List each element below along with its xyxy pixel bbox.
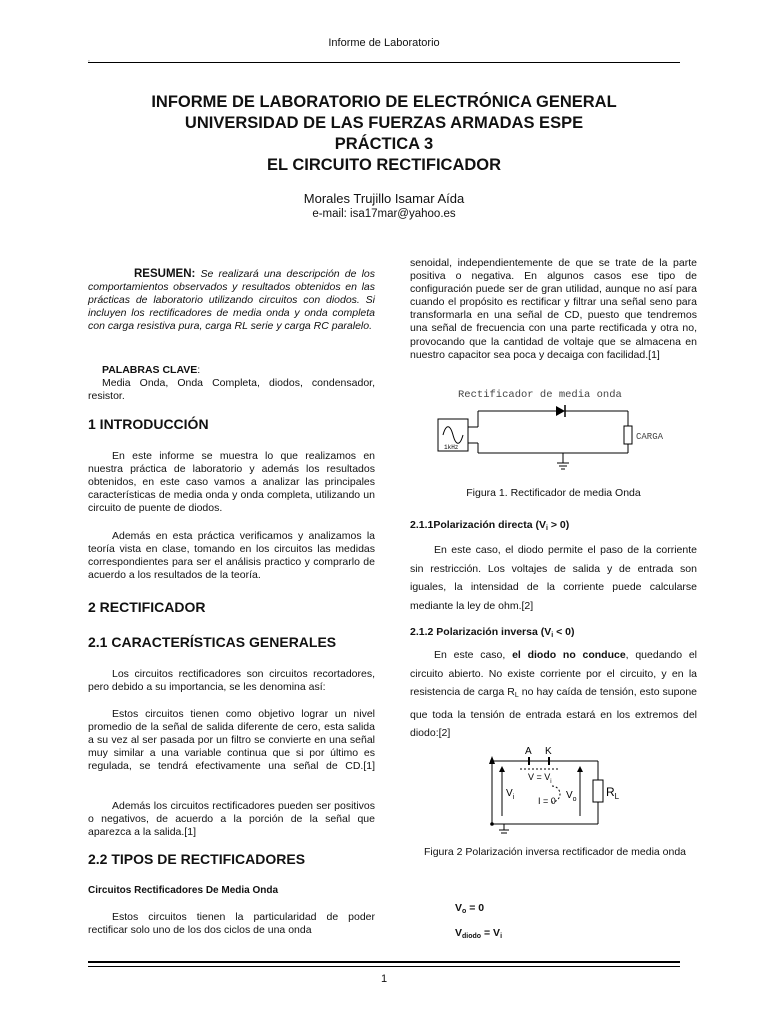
node-dot — [490, 759, 494, 763]
fig2-vo — [566, 790, 577, 803]
abstract — [88, 268, 375, 333]
eq2-sub2: i — [500, 933, 503, 940]
author-email: e-mail: isa17mar@yahoo.es — [312, 208, 456, 220]
h212-sub: i — [551, 632, 554, 639]
intro-paragraph-2 — [88, 530, 375, 582]
figure-1-diagram — [430, 384, 670, 476]
intro-p1-text: En este informe se muestra lo que realizamos en nuestra práctica de laboratorio y además los resultados obtenidos, en este caso vamos a analizar las principales características de media onda y onda completa, utilizando un circuito de puente de diodos. — [88, 450, 375, 515]
h212-end: < 0) — [553, 626, 575, 638]
fig2-vi-sub: i — [512, 794, 515, 801]
fig2-vdiode-text: V = V — [528, 772, 551, 782]
eq1-text: V — [455, 902, 463, 914]
fig2-rl-text: R — [606, 785, 615, 799]
fig2-vi-text: V — [506, 788, 513, 799]
author-name: Morales Trujillo Isamar Aída — [303, 191, 465, 206]
right-paragraph-1 — [410, 257, 697, 362]
eq2-sub: diodo — [462, 933, 482, 940]
p211-text: En este caso, el diodo permite el paso de la corriente sin restricción. Los voltajes de salida y de entrada son iguales, la intensidad de la corriente puede calcularse mediante la ley de ohm.[2] — [410, 544, 697, 612]
h212-text: 2.1.2 Polarización inversa (V — [410, 626, 552, 638]
node-dot — [490, 822, 494, 826]
h211-text: 2.1.1Polarización directa (V — [410, 519, 546, 531]
sine-wave-icon — [443, 427, 463, 444]
equation-1 — [455, 902, 742, 918]
p212-text-b: , quedando el circuito abierto. No existe corriente por el circuito, y en la resistencia de carga R — [410, 649, 697, 699]
header-rule — [88, 62, 680, 63]
subsection-heading-tipos: 2.2 TIPOS DE RECTIFICADORES — [88, 851, 306, 867]
p212-bold: el diodo no conduce — [505, 649, 626, 661]
h211-sub: i — [545, 525, 548, 532]
fig2-vdiode — [528, 772, 552, 785]
paragraph-211 — [410, 541, 697, 615]
rect-p4-text: Estos circuitos tienen la particularidad de poder rectificar solo uno de los dos ciclos de una onda — [88, 911, 375, 937]
rect-paragraph-2 — [88, 708, 375, 773]
fig2-label-k: K — [545, 746, 552, 757]
section-heading-rectificador: 2 RECTIFICADOR — [88, 599, 206, 615]
subsubsection-heading-media-onda: Circuitos Rectificadores De Media Onda — [88, 885, 279, 896]
intro-paragraph-1 — [88, 450, 375, 515]
load-resistor — [593, 780, 603, 802]
intro-p2-text: Además en esta práctica verificamos y analizamos la teoría vista en clase, tomando en los circuitos las medidas correspondientes para ser el análisis practico y comprarlo de acuerdo a los resultados de la teoría. — [88, 530, 375, 582]
fig2-vo-sub: o — [572, 796, 577, 803]
subsection-heading-211 — [410, 519, 697, 535]
abstract-label: RESUMEN: — [134, 268, 196, 280]
header-mark: ¸ — [88, 56, 90, 62]
keywords-text: Media Onda, Onda Completa, diodos, condensador, resistor. — [88, 377, 375, 403]
eq2-end: = V — [481, 927, 501, 939]
p212-text-c: no hay caída de tensión, esto supone que toda la tensión de entrada estará en los extremos del diodo:[2] — [410, 686, 698, 740]
footer-rule-thin — [88, 966, 680, 967]
fig1-source-label: 1kHz — [444, 444, 459, 451]
arrow-icon — [499, 766, 505, 772]
keywords-colon: : — [197, 364, 201, 376]
figure-1-circuit — [430, 384, 670, 476]
figure-2-diagram — [480, 744, 630, 836]
running-header: Informe de Laboratorio — [328, 37, 440, 49]
figure-2-caption: Figura 2 Polarización inversa rectificador de media onda — [423, 846, 687, 858]
fig2-rl-sub: L — [614, 792, 620, 801]
footer-rule-thick — [88, 961, 680, 963]
rect-p1-text: Los circuitos rectificadores son circuitos recortadores, pero debido a su importancia, se les denomina así: — [88, 668, 375, 694]
subsection-heading-caracteristicas: 2.1 CARACTERÍSTICAS GENERALES — [88, 634, 337, 650]
rect-p3-text: Además los circuitos rectificadores pueden ser positivos o negativos, de acuerdo a la porción de la señal que aparezca a la salida.[1] — [88, 800, 375, 839]
subsection-heading-212 — [410, 626, 697, 642]
fig2-vi — [506, 788, 515, 801]
equation-2 — [455, 927, 742, 943]
p212-sub: L — [514, 692, 519, 700]
page-number: 1 — [380, 973, 388, 985]
eq1-end: = 0 — [466, 902, 485, 914]
fig2-rl — [606, 785, 620, 801]
figure-1-caption: Figura 1. Rectificador de media Onda — [466, 487, 641, 499]
rect-paragraph-4 — [88, 911, 375, 937]
h211-end: > 0) — [547, 519, 570, 531]
keywords-label: PALABRAS CLAVE — [102, 364, 198, 376]
diode-icon — [556, 406, 565, 416]
diode-terminal-a — [528, 757, 530, 765]
document-title — [88, 92, 680, 176]
keywords — [88, 364, 375, 403]
title-line-4: EL CIRCUITO RECTIFICADOR — [266, 156, 502, 174]
fig2-current: I = 0 — [538, 796, 556, 806]
title-line-3: PRÁCTICA 3 — [334, 135, 434, 153]
fig1-title: Rectificador de media onda — [458, 389, 622, 401]
fig2-vdiode-sub: i — [550, 779, 552, 785]
abstract-text: Se realizará una descripción de los comportamientos observados y resultados obtenidos en las prácticas de laboratorio utilizando circuitos con diodos. Si incluyen los rectificadores de media onda y onda completa con carga resistiva pura, carga RL serie y carga RC paralelo. — [88, 268, 375, 333]
fig2-label-a: A — [525, 746, 532, 757]
rect-paragraph-3 — [88, 800, 375, 839]
p212-text-a: En este caso, — [434, 649, 506, 661]
fig1-load-label: CARGA — [636, 432, 664, 442]
figure-2-circuit — [480, 744, 630, 836]
rect-p2-text: Estos circuitos tienen como objetivo lograr un nivel promedio de la señal de salida diferente de cero, esta salida a su vez al ser pasada por un filtro se convierte en una señal muy similar a una variable continua que si por último es regulada, se tendrá efectivamente una señal de CD.[1] — [88, 708, 375, 773]
title-line-1: INFORME DE LABORATORIO DE ELECTRÓNICA GENERAL — [151, 93, 617, 111]
eq2-text: V — [455, 927, 463, 939]
section-heading-introduccion: 1 INTRODUCCIÓN — [88, 416, 209, 432]
paragraph-212 — [410, 646, 697, 743]
eq1-sub: o — [462, 908, 467, 915]
arrow-icon — [577, 766, 583, 772]
load-resistor — [624, 426, 632, 444]
right-p1-text: senoidal, independientemente de que se trate de la parte positiva o negativa. En algunos casos ese tipo de configuración puede ser de gran utilidad, aunque no así para cuando el propósito es rectificar y filtrar una señal seno para transformarla en una señal de CD, puesto que tendremos una señal de frecuencia con una parte rectificada y otra no, provocando que la cantidad de voltaje que se almacena en nuestro capacitor sea poca y decaiga con facilidad.[1] — [410, 257, 697, 361]
title-line-2: UNIVERSIDAD DE LAS FUERZAS ARMADAS ESPE — [184, 114, 584, 132]
diode-terminal-k — [548, 757, 550, 765]
fig2-vo-text: V — [566, 790, 573, 801]
rect-paragraph-1 — [88, 668, 375, 694]
